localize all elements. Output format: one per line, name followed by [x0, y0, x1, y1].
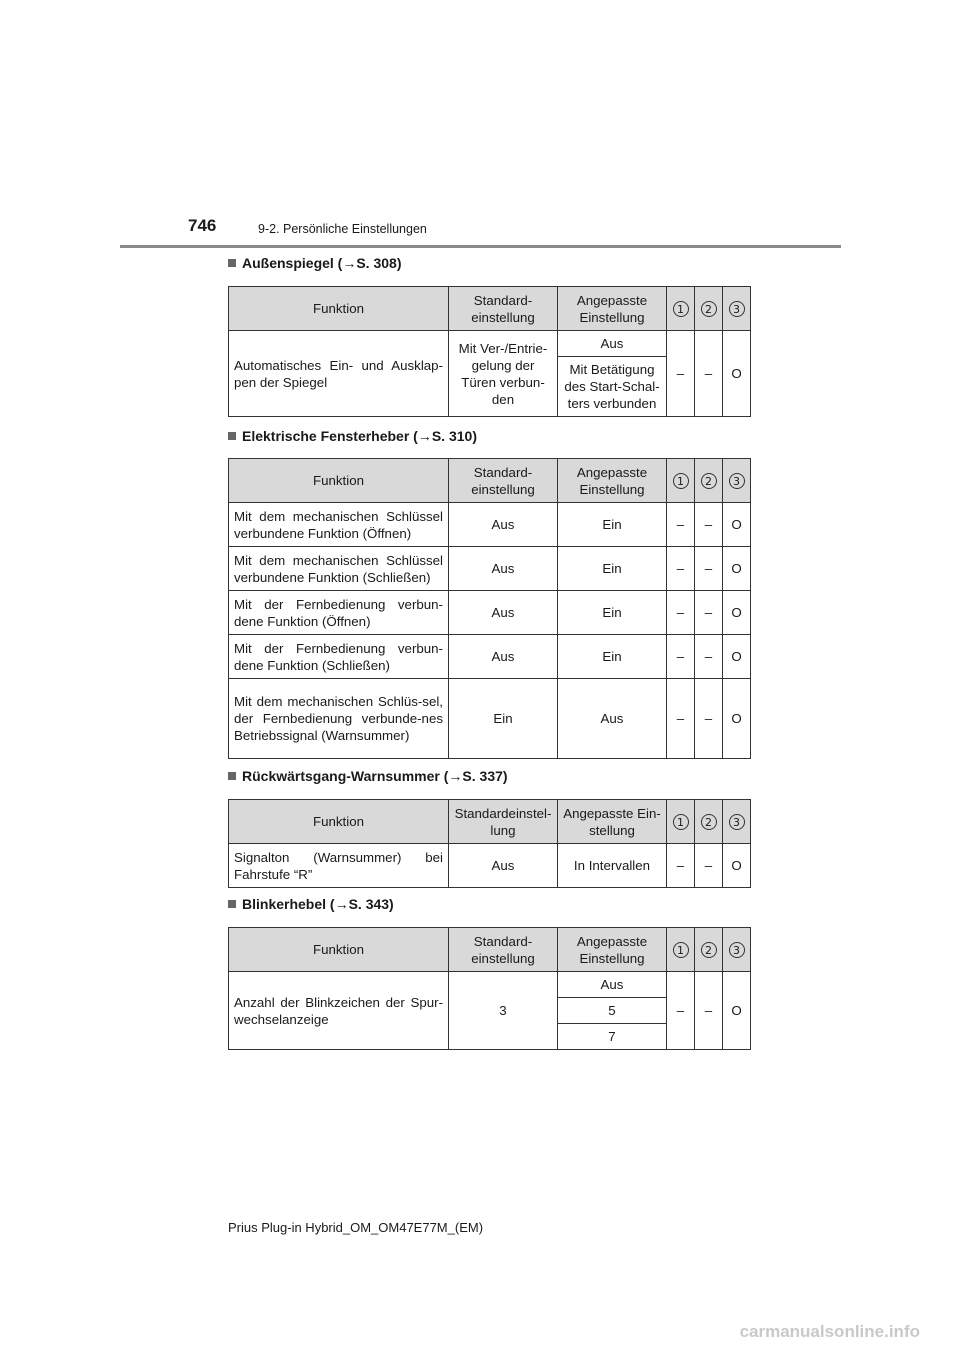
col-angepasst: Angepasste Einstellung	[558, 459, 667, 503]
table-header-row	[229, 459, 751, 503]
circled-2-icon: 2	[701, 301, 717, 317]
default-cell: Ein	[449, 679, 558, 759]
mark-2-cell: –	[695, 547, 723, 591]
table-row	[229, 503, 751, 547]
col-angepasst: Angepasste Einstellung	[558, 928, 667, 972]
mark-3-cell: O	[723, 331, 751, 417]
mark-2-cell: –	[695, 844, 723, 888]
circled-3-icon: 3	[729, 942, 745, 958]
default-cell: 3	[449, 972, 558, 1050]
heading-text: Rückwärtsgang-Warnsummer (→S. 337)	[242, 768, 508, 784]
section-heading-aussenspiegel	[228, 255, 401, 271]
function-cell: Automatisches Ein- und Ausklap-pen der Spiegel	[229, 331, 449, 417]
circled-3-icon: 3	[729, 814, 745, 830]
mark-1-cell: –	[667, 331, 695, 417]
heading-text: Außenspiegel (→S. 308)	[242, 255, 402, 271]
mark-2-cell: –	[695, 591, 723, 635]
mark-3-cell: O	[723, 679, 751, 759]
col-3	[723, 928, 751, 972]
col-funktion: Funktion	[229, 459, 449, 503]
function-cell: Anzahl der Blinkzeichen der Spur-wechselanzeige	[229, 972, 449, 1050]
circled-2-icon: 2	[701, 473, 717, 489]
custom-cell: Aus	[558, 331, 667, 357]
table-row	[229, 972, 751, 998]
section-heading-blinkerhebel	[228, 896, 394, 912]
custom-cell: Ein	[558, 635, 667, 679]
custom-cell: Ein	[558, 547, 667, 591]
circled-1-icon: 1	[673, 814, 689, 830]
settings-table-blinkerhebel	[228, 927, 751, 1050]
bullet-square-icon	[228, 432, 236, 440]
col-funktion: Funktion	[229, 287, 449, 331]
function-cell: Mit der Fernbedienung verbun-dene Funktion (Schließen)	[229, 635, 449, 679]
col-funktion: Funktion	[229, 928, 449, 972]
col-3	[723, 287, 751, 331]
heading-text: Elektrische Fensterheber (→S. 310)	[242, 428, 477, 444]
default-cell: Mit Ver-/Entrie-gelung der Türen verbun-den	[449, 331, 558, 417]
bullet-square-icon	[228, 259, 236, 267]
mark-1-cell: –	[667, 635, 695, 679]
mark-2-cell: –	[695, 331, 723, 417]
mark-1-cell: –	[667, 503, 695, 547]
col-1	[667, 928, 695, 972]
default-cell: Aus	[449, 503, 558, 547]
page-number: 746	[188, 216, 217, 235]
custom-cell: In Intervallen	[558, 844, 667, 888]
col-2	[695, 287, 723, 331]
function-cell: Signalton (Warnsummer) bei Fahrstufe “R”	[229, 844, 449, 888]
default-cell: Aus	[449, 635, 558, 679]
circled-1-icon: 1	[673, 473, 689, 489]
mark-2-cell: –	[695, 972, 723, 1050]
section-heading-warnsummer	[228, 768, 508, 784]
col-1	[667, 287, 695, 331]
watermark: carmanualsonline.info	[739, 1322, 920, 1341]
default-cell: Aus	[449, 547, 558, 591]
table-row	[229, 547, 751, 591]
col-standard: Standard-einstellung	[449, 928, 558, 972]
mark-1-cell: –	[667, 844, 695, 888]
mark-3-cell: O	[723, 503, 751, 547]
col-3	[723, 459, 751, 503]
circled-1-icon: 1	[673, 301, 689, 317]
custom-cell: 7	[558, 1024, 667, 1050]
col-standard: Standard-einstellung	[449, 459, 558, 503]
col-2	[695, 928, 723, 972]
custom-cell: Ein	[558, 503, 667, 547]
mark-1-cell: –	[667, 972, 695, 1050]
table-row	[229, 331, 751, 357]
settings-table-warnsummer	[228, 799, 751, 888]
circled-2-icon: 2	[701, 942, 717, 958]
table-row	[229, 635, 751, 679]
custom-cell: Aus	[558, 679, 667, 759]
heading-text: Blinkerhebel (→S. 343)	[242, 896, 394, 912]
custom-cell: Aus	[558, 972, 667, 998]
col-1	[667, 800, 695, 844]
circled-2-icon: 2	[701, 814, 717, 830]
default-cell: Aus	[449, 591, 558, 635]
custom-cell: Mit Betätigung des Start-Schal-ters verbunden	[558, 357, 667, 417]
table-header-row	[229, 928, 751, 972]
custom-cell: Ein	[558, 591, 667, 635]
table-row	[229, 844, 751, 888]
col-3	[723, 800, 751, 844]
section-heading-fensterheber	[228, 428, 477, 444]
function-cell: Mit der Fernbedienung verbun-dene Funktion (Öffnen)	[229, 591, 449, 635]
header-divider	[120, 245, 841, 248]
col-angepasst: Angepasste Ein-stellung	[558, 800, 667, 844]
table-header-row	[229, 287, 751, 331]
function-cell: Mit dem mechanischen Schlüssel verbundene Funktion (Öffnen)	[229, 503, 449, 547]
col-standard: Standard-einstellung	[449, 287, 558, 331]
settings-table-aussenspiegel	[228, 286, 751, 417]
mark-3-cell: O	[723, 547, 751, 591]
mark-2-cell: –	[695, 503, 723, 547]
footer-model-code: Prius Plug-in Hybrid_OM_OM47E77M_(EM)	[228, 1220, 484, 1235]
table-row	[229, 679, 751, 759]
settings-table-fensterheber	[228, 458, 751, 759]
mark-2-cell: –	[695, 679, 723, 759]
col-1	[667, 459, 695, 503]
col-2	[695, 800, 723, 844]
circled-3-icon: 3	[729, 301, 745, 317]
mark-1-cell: –	[667, 547, 695, 591]
mark-1-cell: –	[667, 591, 695, 635]
mark-3-cell: O	[723, 635, 751, 679]
mark-3-cell: O	[723, 972, 751, 1050]
circled-1-icon: 1	[673, 942, 689, 958]
mark-3-cell: O	[723, 591, 751, 635]
bullet-square-icon	[228, 772, 236, 780]
section-title: 9-2. Persönliche Einstellungen	[258, 222, 427, 236]
col-funktion: Funktion	[229, 800, 449, 844]
custom-cell: 5	[558, 998, 667, 1024]
bullet-square-icon	[228, 900, 236, 908]
default-cell: Aus	[449, 844, 558, 888]
table-header-row	[229, 800, 751, 844]
function-cell: Mit dem mechanischen Schlüssel verbundene Funktion (Schließen)	[229, 547, 449, 591]
mark-1-cell: –	[667, 679, 695, 759]
col-2	[695, 459, 723, 503]
circled-3-icon: 3	[729, 473, 745, 489]
table-row	[229, 591, 751, 635]
function-cell: Mit dem mechanischen Schlüs-sel, der Fernbedienung verbunde-nes Betriebssignal (Warnsummer)	[229, 679, 449, 759]
col-standard: Standardeinstel-lung	[449, 800, 558, 844]
mark-3-cell: O	[723, 844, 751, 888]
col-angepasst: Angepasste Einstellung	[558, 287, 667, 331]
mark-2-cell: –	[695, 635, 723, 679]
